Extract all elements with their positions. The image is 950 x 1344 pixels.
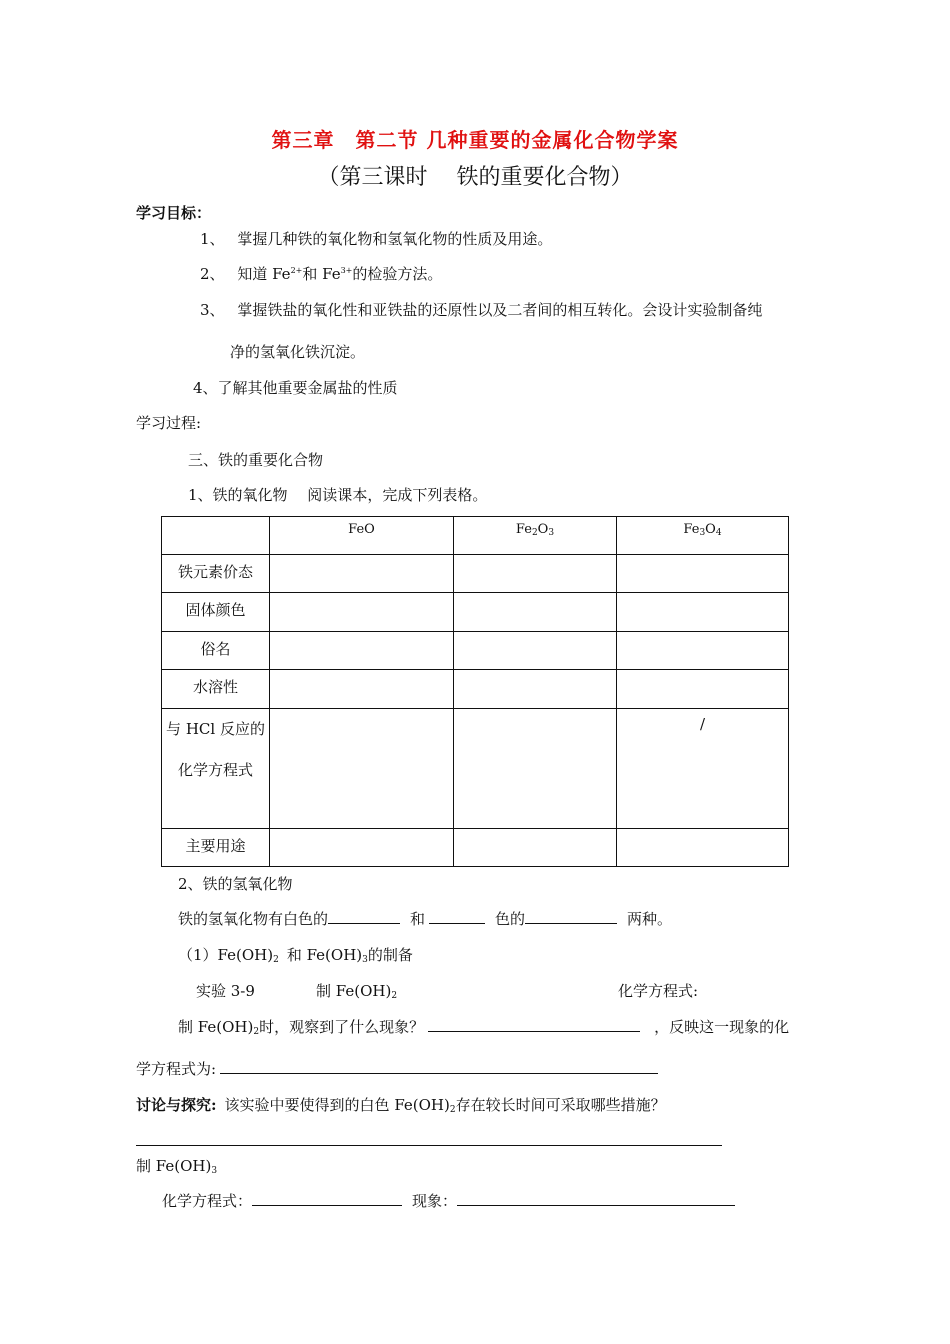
cell-input[interactable] (454, 593, 617, 632)
preparation-heading: $(1)Fe(OH)_2$ 和 $Fe(OH)_3$的制备 (178, 946, 413, 965)
objective-3-cont: 净的氢氧化铁沉淀。 (230, 343, 366, 361)
equation-label: 化学方程式: (618, 982, 699, 1000)
objective-4-num: 4、 (193, 379, 218, 397)
row-label-uses: 主要用途 (162, 829, 270, 867)
row-label-valence: 铁元素价态 (162, 555, 270, 593)
cell-input[interactable] (617, 632, 789, 670)
experiment-make-feoh2: 制 $Fe(OH)_2$ (316, 982, 398, 1001)
cell-input[interactable] (617, 593, 789, 632)
process-heading: 学习过程: (136, 414, 202, 432)
page-title: 第三章 第二节 几种重要的金属化合物学案 (271, 128, 679, 152)
experiment-label: 实验 3-9 (196, 982, 255, 1000)
fe3o4-hcl-slash: / (617, 709, 789, 829)
cell-input[interactable] (270, 829, 454, 867)
blank-feoh3-equation[interactable] (252, 1191, 402, 1206)
fe2-charge: 2+ (290, 266, 303, 275)
blank-observation[interactable] (428, 1017, 640, 1032)
blank-colored-hydroxide[interactable] (525, 909, 617, 924)
blank-color[interactable] (429, 909, 485, 924)
discussion-answer-line[interactable] (136, 1145, 722, 1146)
cell-input[interactable] (454, 709, 617, 829)
cell-input[interactable] (617, 670, 789, 709)
cell-input[interactable] (270, 709, 454, 829)
objective-3-text: 掌握铁盐的氧化性和亚铁盐的还原性以及二者间的相互转化。会设计实验制备纯 (237, 301, 763, 319)
objective-4-text: 了解其他重要金属盐的性质 (217, 379, 398, 397)
objective-4 (193, 377, 398, 398)
cell-input[interactable] (270, 593, 454, 632)
objective-2-num: 2、 (200, 265, 225, 283)
observation-question: 制 $Fe(OH)_2$时，观察到了什么现象？ ，反映这一现象的化 (178, 1018, 790, 1037)
objective-3-num: 3、 (200, 301, 225, 319)
blank-feoh3-phenomenon[interactable] (457, 1191, 735, 1206)
header-feo: FeO (270, 517, 454, 555)
cell-input[interactable] (454, 632, 617, 670)
oxides-instruction: 1、铁的氧化物 阅读课本，完成下列表格。 (188, 486, 488, 504)
objective-1-text: 掌握几种铁的氧化物和氢氧化物的性质及用途。 (237, 230, 553, 248)
row-label-color: 固体颜色 (162, 593, 270, 632)
hydroxides-heading: 2、铁的氢氧化物 (178, 875, 293, 893)
discussion: 讨论与探究: 该实验中要使得到的白色 $Fe(OH)_2$存在较长时间可采取哪些措施？ (136, 1096, 666, 1115)
table-row (162, 670, 789, 709)
objective-2-mid: 和 Fe (302, 265, 341, 283)
oxides-table (161, 516, 789, 867)
table-corner-cell (162, 517, 270, 555)
objective-1-num: 1、 (200, 230, 225, 248)
objective-3 (200, 299, 762, 320)
cell-input[interactable] (454, 555, 617, 593)
header-fe3o4: $Fe_3O_4$ (617, 517, 789, 555)
make-feoh3: 制 $Fe(OH)_3$ (136, 1157, 218, 1176)
section-3-heading: 三、铁的重要化合物 (188, 451, 324, 469)
hydroxides-intro: 铁的氢氧化物有白色的 和 色的 两种。 (178, 910, 673, 928)
page-subtitle: （第三课时 铁的重要化合物） (317, 165, 633, 190)
cell-input[interactable] (454, 670, 617, 709)
observation-equation: 学方程式为: (136, 1058, 658, 1079)
table-row (162, 593, 789, 632)
table-header-row (162, 517, 789, 555)
table-row (162, 555, 789, 593)
header-fe2o3: $Fe_2O_3$ (454, 517, 617, 555)
objectives-heading: 学习目标： (136, 204, 212, 222)
feoh3-equation-phenomenon: 化学方程式： 现象： (162, 1190, 735, 1211)
cell-input[interactable] (270, 555, 454, 593)
cell-input[interactable] (617, 555, 789, 593)
objective-2-post: 的检验方法。 (352, 265, 443, 283)
discussion-label: 讨论与探究: (136, 1096, 217, 1114)
table-row (162, 632, 789, 670)
cell-input[interactable] (454, 829, 617, 867)
cell-input[interactable] (617, 829, 789, 867)
table-row (162, 709, 789, 829)
row-label-solubility: 水溶性 (162, 670, 270, 709)
row-label-common-name: 俗名 (162, 632, 270, 670)
objective-2-pre: 知道 Fe (237, 265, 291, 283)
fe3-charge: 3+ (340, 266, 353, 275)
blank-white-hydroxide[interactable] (328, 909, 400, 924)
cell-input[interactable] (270, 632, 454, 670)
row-label-hcl-reaction: 与 HCl 反应的化学方程式 (162, 709, 270, 829)
table-row (162, 829, 789, 867)
blank-equation[interactable] (220, 1059, 658, 1074)
objective-2 (200, 263, 442, 284)
objective-1 (200, 228, 552, 249)
cell-input[interactable] (270, 670, 454, 709)
